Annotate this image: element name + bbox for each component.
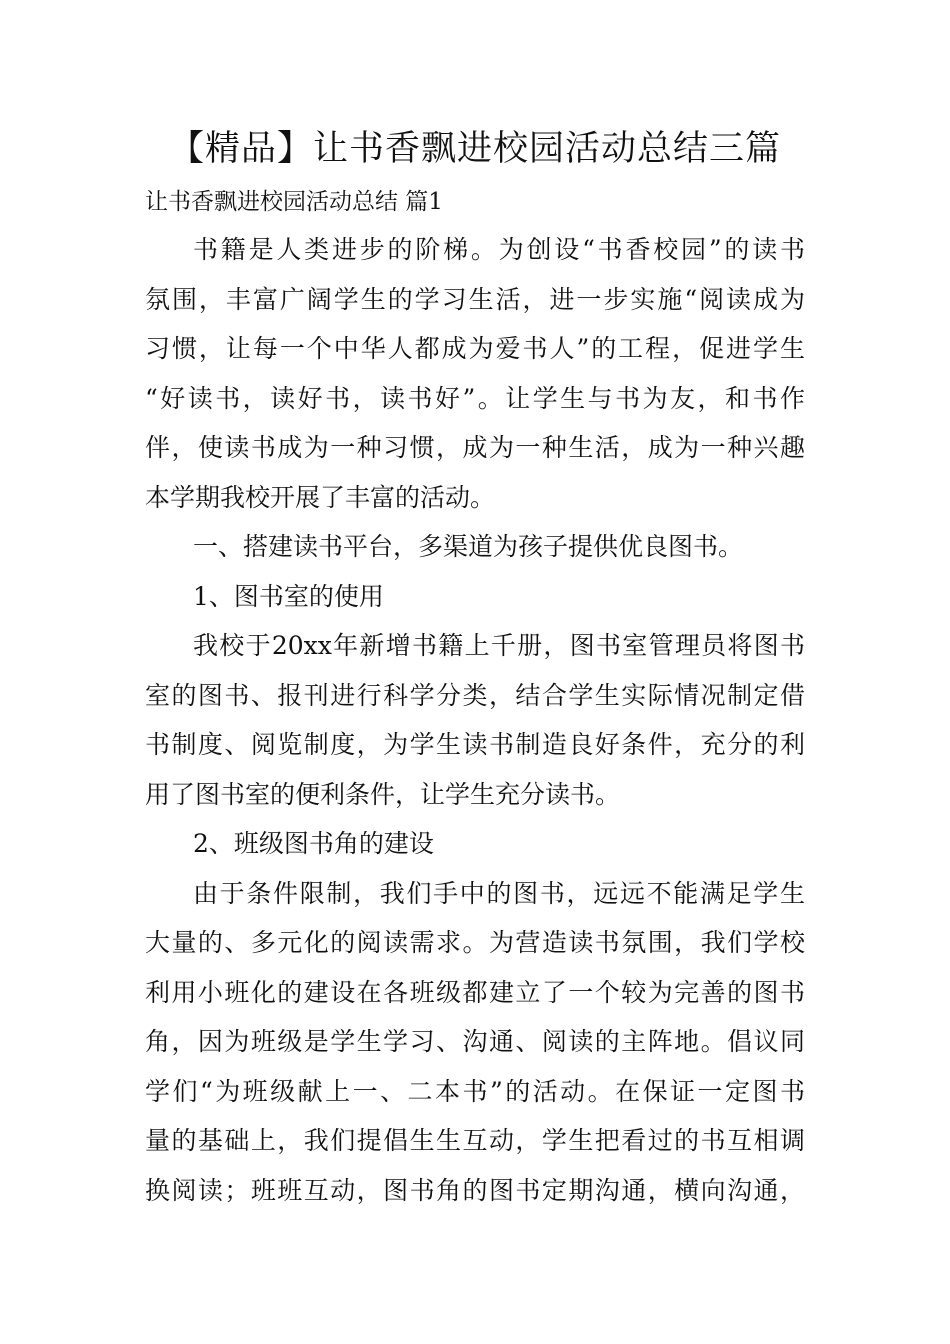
text-line: 1、图书室的使用 — [193, 581, 384, 611]
section-heading: 让书香飘进校园活动总结 篇1 — [145, 189, 443, 215]
page-title: 【精品】让书香飘进校园活动总结三篇 — [168, 129, 781, 169]
body-text — [145, 225, 805, 1215]
text-line: 本学期我校开展了丰富的活动。 — [145, 482, 496, 512]
text-line: 利用小班化的建设在各班级都建立了一个较为完善的图书 — [145, 977, 805, 1007]
text-line: 量的基础上，我们提倡生生互动，学生把看过的书互相调 — [145, 1126, 805, 1155]
text-line: 2、班级图书角的建设 — [193, 829, 434, 858]
text-line: 用了图书室的便利条件，让学生充分读书。 — [145, 779, 621, 809]
text-line: 书制度、阅览制度，为学生读书制造良好条件，充分的利 — [145, 730, 805, 759]
text-line: 角，因为班级是学生学习、沟通、阅读的主阵地。倡议同 — [145, 1027, 805, 1056]
text-line: 学们“为班级献上一、二本书”的活动。在保证一定图书 — [145, 1076, 805, 1106]
text-line: 伴，使读书成为一种习惯，成为一种生活，成为一种兴趣 — [145, 433, 805, 462]
text-line: 书籍是人类进步的阶梯。为创设“书香校园”的读书 — [193, 235, 805, 264]
text-line: “好读书，读好书，读书好”。让学生与书为友，和书作 — [145, 383, 805, 413]
text-line: 一、搭建读书平台，多渠道为孩子提供优良图书。 — [193, 532, 744, 561]
text-line: 习惯，让每一个中华人都成为爱书人”的工程，促进学生 — [145, 334, 805, 363]
text-line: 换阅读；班班互动，图书角的图书定期沟通，横向沟通， — [145, 1175, 805, 1205]
text-line: 氛围，丰富广阔学生的学习生活，进一步实施“阅读成为 — [145, 284, 805, 314]
text-line: 室的图书、报刊进行科学分类，结合学生实际情况制定借 — [145, 680, 805, 710]
text-line: 大量的、多元化的阅读需求。为营造读书氛围，我们学校 — [145, 928, 805, 957]
text-line: 由于条件限制，我们手中的图书，远远不能满足学生 — [193, 878, 805, 908]
text-line: 我校于20xx年新增书籍上千册，图书室管理员将图书 — [193, 631, 805, 660]
